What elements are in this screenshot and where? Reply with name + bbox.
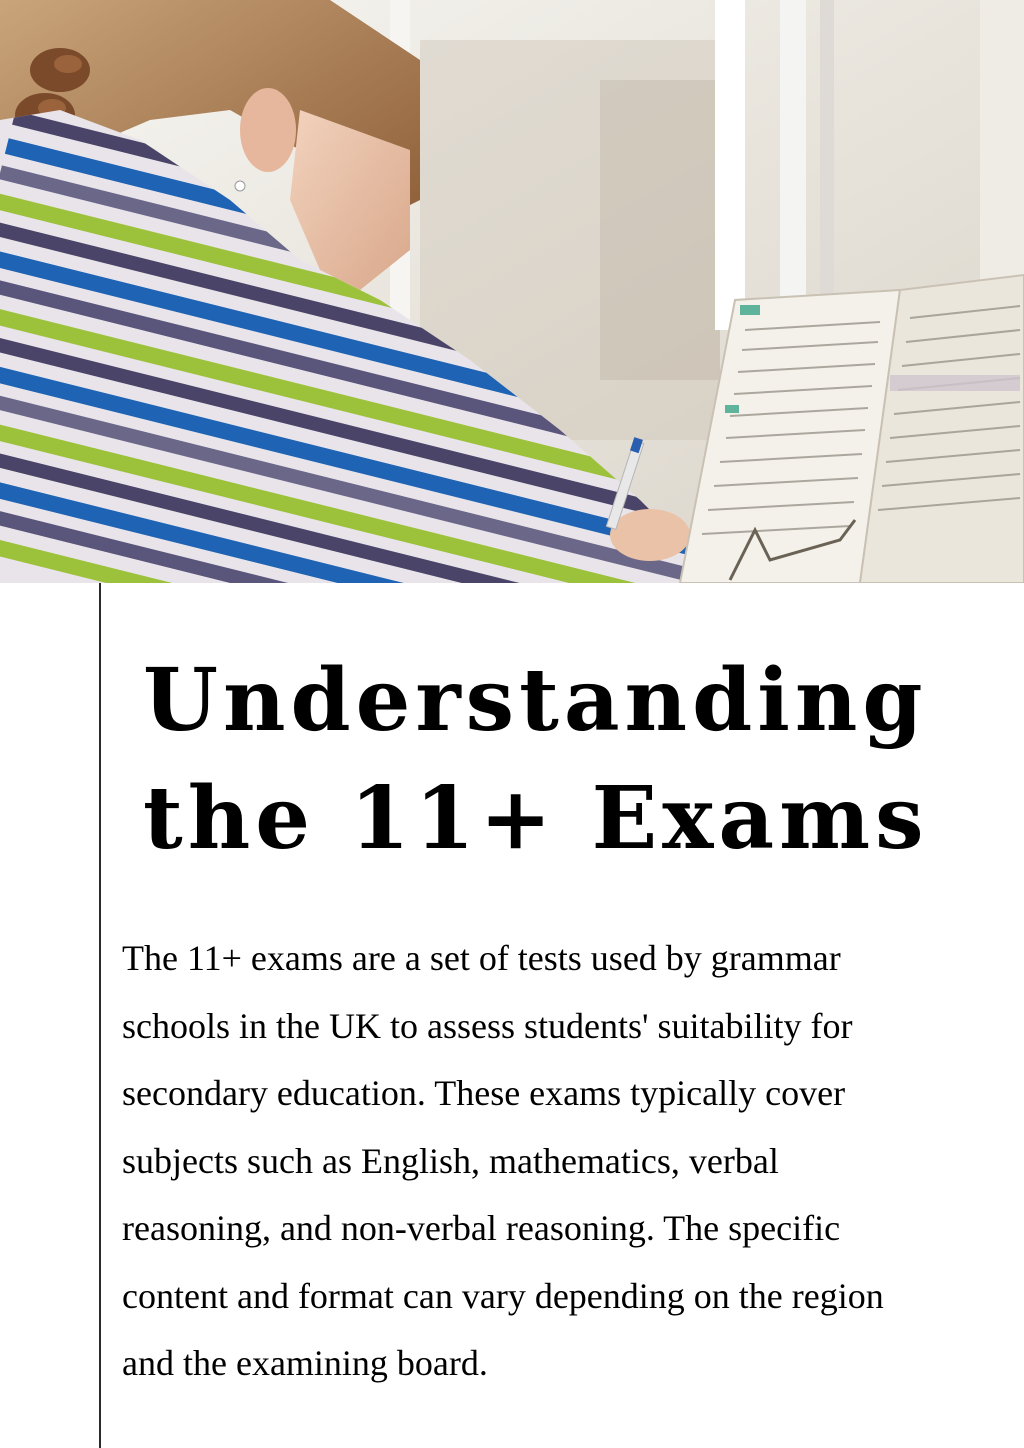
body-line: content and format can vary depending on the region — [122, 1275, 884, 1316]
hero-photo — [0, 0, 1024, 583]
body-line: schools in the UK to assess students' suitability for — [122, 1005, 853, 1046]
body-line: The 11+ exams are a set of tests used by grammar — [122, 938, 841, 978]
body-line: secondary education. These exams typically cover — [122, 1073, 846, 1113]
body-line: reasoning, and non-verbal reasoning. The specific — [122, 1208, 841, 1248]
body-paragraph — [122, 925, 1002, 1398]
vertical-rule — [99, 583, 101, 1448]
photo-girl-studying-icon — [0, 0, 1024, 583]
title-line: the 11+ Exams — [143, 768, 929, 869]
title-line: Understanding — [143, 650, 928, 751]
page-title — [143, 642, 1003, 878]
body-line: and the examining board. — [122, 1343, 488, 1383]
body-line: subjects such as English, mathematics, verbal — [122, 1140, 779, 1181]
